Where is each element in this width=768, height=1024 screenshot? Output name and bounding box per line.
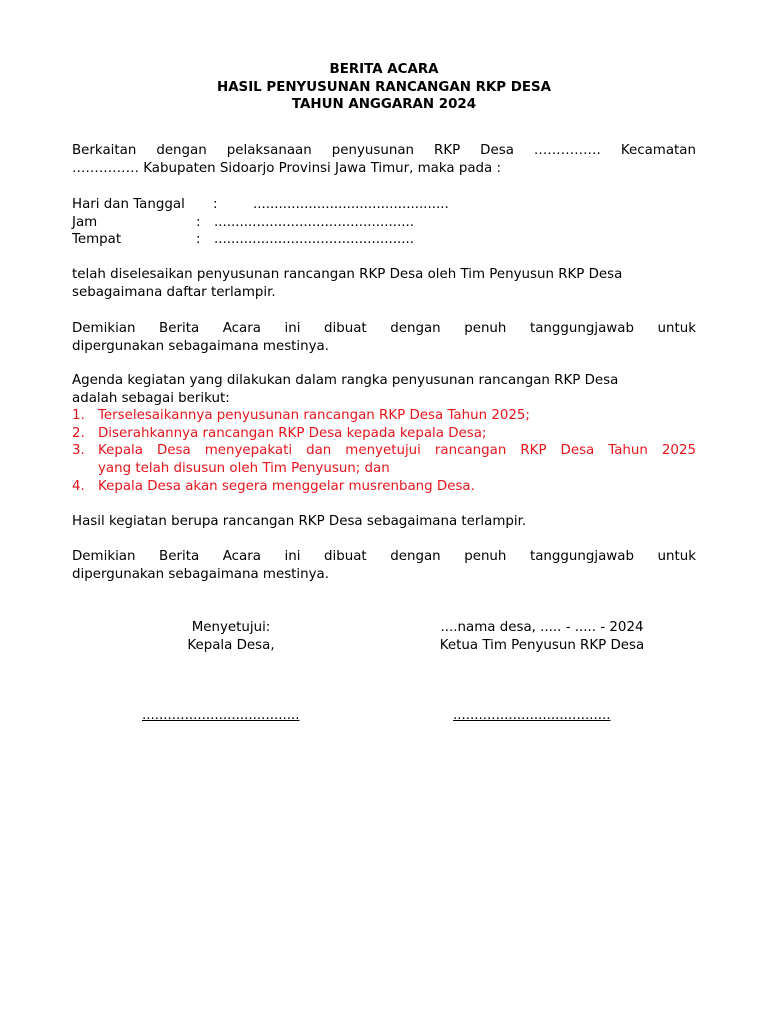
sign-approval-label: Menyetujui:: [191, 620, 271, 635]
list-item-number: 2.: [72, 425, 85, 441]
list-item: [72, 425, 696, 443]
list-item: [72, 442, 696, 477]
agenda-line-2: adalah sebagai berikut:: [72, 390, 230, 406]
paragraph-selesai: [72, 266, 696, 301]
demikian1-line-1: Demikian Berita Acara ini dibuat dengan penuh tanggungjawab untuk: [72, 321, 696, 336]
demikian1-line-2: dipergunakan sebagaimana mestinya.: [72, 338, 330, 354]
detail-row-jam: [72, 214, 696, 232]
list-item-text: Terselesaikannya penyusunan rancangan RKP Desa Tahun 2025;: [98, 408, 530, 424]
list-item: [72, 478, 696, 496]
hasil-line: Hasil kegiatan berupa rancangan RKP Desa sebagaimana terlampir.: [72, 514, 527, 529]
hari-colon: :: [213, 197, 218, 212]
document-title: [0, 61, 768, 114]
list-item-number: 3.: [72, 443, 85, 459]
hari-label: Hari dan Tanggal: [72, 197, 185, 212]
title-line-2: HASIL PENYUSUNAN RANCANGAN RKP DESA: [216, 79, 552, 95]
list-item-text: Diserahkannya rancangan RKP Desa kepada kepala Desa;: [98, 425, 487, 441]
intro-line-1: Berkaitan dengan pelaksanaan penyusunan RKP Desa …………… Kecamatan: [72, 143, 696, 158]
jam-colon: :: [196, 214, 201, 230]
demikian2-line-2: dipergunakan sebagaimana mestinya.: [72, 566, 330, 582]
list-item-text: Kepala Desa akan segera menggelar musrenbang Desa.: [98, 478, 475, 494]
tempat-colon: :: [196, 232, 201, 248]
signature-dots-right: .....................................: [453, 708, 611, 723]
signature-line-left: [142, 707, 300, 725]
list-item-text: Kepala Desa menyepakati dan menyetujui rancangan RKP Desa Tahun 2025: [98, 443, 696, 459]
signature-dots-left: .....................................: [142, 708, 300, 723]
agenda-line-1: Agenda kegiatan yang dilakukan dalam rangka penyusunan rancangan RKP Desa: [72, 373, 619, 388]
jam-value: ...............................................: [214, 214, 415, 230]
intro-paragraph: [72, 142, 696, 177]
details-block: [72, 196, 696, 249]
agenda-section: [72, 372, 696, 495]
paragraph-demikian-2: [72, 548, 696, 583]
signature-right-header: [392, 619, 692, 654]
demikian2-line-1: Demikian Berita Acara ini dibuat dengan penuh tanggungjawab untuk: [72, 549, 696, 564]
intro-line-2: …………… Kabupaten Sidoarjo Provinsi Jawa Timur, maka pada :: [72, 160, 502, 176]
paragraph-demikian-1: [72, 320, 696, 355]
list-item-number: 1.: [72, 408, 85, 424]
signature-line-right: [453, 707, 611, 725]
agenda-list: [72, 407, 696, 495]
paragraph-hasil: [72, 513, 696, 531]
jam-label: Jam: [72, 214, 98, 230]
selesai-line-2: sebagaimana daftar terlampir.: [72, 284, 276, 300]
title-line-1: BERITA ACARA: [329, 62, 439, 77]
list-item: [72, 407, 696, 425]
detail-row-hari: [72, 196, 696, 214]
tempat-label: Tempat: [72, 232, 122, 248]
hari-value: ..............................................: [253, 197, 449, 212]
signature-left-header: [131, 619, 331, 654]
sign-ketua-tim: Ketua Tim Penyusun RKP Desa: [439, 637, 645, 653]
sign-kepala-desa: Kepala Desa,: [187, 637, 275, 653]
tempat-value: ...............................................: [214, 232, 415, 248]
detail-row-tempat: [72, 231, 696, 249]
list-item-text-continued: yang telah disusun oleh Tim Penyusun; dan: [98, 460, 390, 476]
list-item-number: 4.: [72, 478, 85, 494]
title-line-3: TAHUN ANGGARAN 2024: [291, 97, 477, 113]
selesai-line-1: telah diselesaikan penyusunan rancangan RKP Desa oleh Tim Penyusun RKP Desa: [72, 267, 623, 282]
sign-place-date: ....nama desa, ..... - ..... - 2024: [440, 620, 644, 635]
